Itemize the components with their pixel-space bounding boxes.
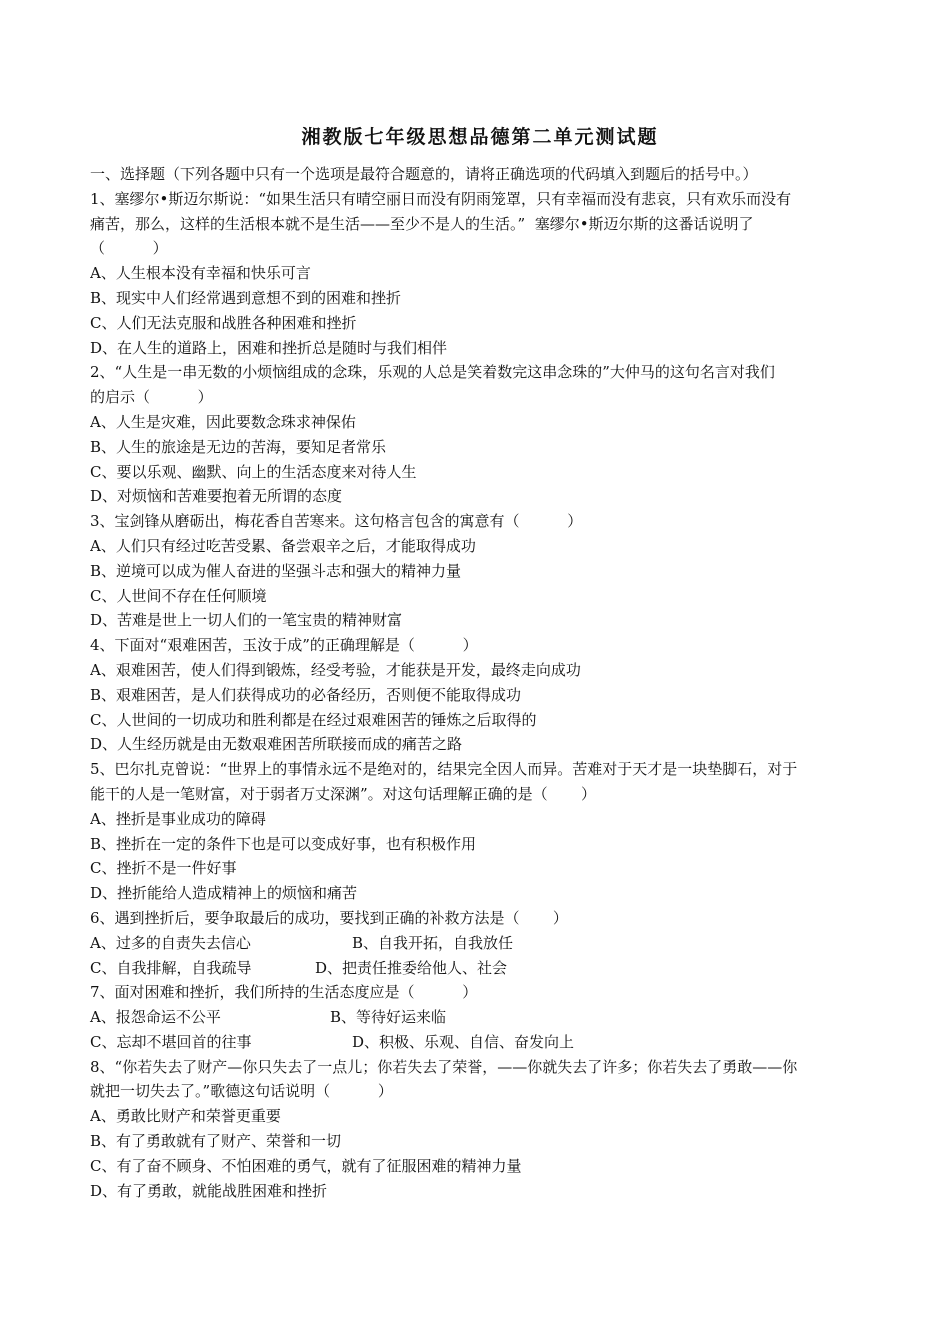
question-5	[90, 757, 870, 906]
question-1	[90, 187, 870, 361]
question-7-options-row-1	[90, 1005, 870, 1030]
question-8-stem-line-1: 8、“你若失去了财产—你只失去了一点儿；你若失去了荣誉，——你就失去了许多；你若失去了勇敢——你	[90, 1057, 798, 1076]
question-8-option-d: D、有了勇敢，就能战胜困难和挫折	[90, 1181, 328, 1200]
question-4-option-d: D、人生经历就是由无数艰难困苦所联接而成的痛苦之路	[90, 735, 463, 754]
question-2-option-d: D、对烦恼和苦难要抱着无所谓的态度	[90, 487, 343, 506]
question-4-option-c: C、人世间的一切成功和胜利都是在经过艰难困苦的锤炼之后取得的	[90, 710, 537, 729]
question-7-option-b: B、等待好运来临	[330, 1008, 447, 1027]
question-3-option-c: C、人世间不存在任何顺境	[90, 586, 267, 605]
question-8-option-b: B、有了勇敢就有了财产、荣誉和一切	[90, 1132, 342, 1151]
question-6-option-a: A、过多的自责失去信心	[90, 933, 251, 952]
question-2-option-a: A、人生是灾难，因此要数念珠求神保佑	[90, 412, 356, 431]
question-4-option-a: A、艰难困苦，使人们得到锻炼，经受考验，才能获是开发，最终走向成功	[90, 660, 581, 679]
question-6-stem-line-1: 6、遇到挫折后，要争取最后的成功，要找到正确的补救方法是（ ）	[90, 908, 568, 927]
question-3-option-d: D、苦难是世上一切人们的一笔宝贵的精神财富	[90, 611, 403, 630]
question-5-option-c: C、挫折不是一件好事	[90, 859, 237, 878]
question-7	[90, 980, 870, 1054]
question-6-options-row-2	[90, 956, 870, 981]
question-2-option-c: C、要以乐观、幽默、向上的生活态度来对待人生	[90, 462, 417, 481]
question-5-stem-line-2: 能干的人是一笔财富，对于弱者万丈深渊”。对这句话理解正确的是（ ）	[90, 784, 597, 803]
question-5-option-a: A、挫折是事业成功的障碍	[90, 809, 266, 828]
question-8-option-c: C、有了奋不顾身、不怕困难的勇气，就有了征服困难的精神力量	[90, 1156, 522, 1175]
question-3	[90, 509, 870, 633]
question-4-option-b: B、艰难困苦，是人们获得成功的必备经历，否则便不能取得成功	[90, 685, 522, 704]
question-6-option-c: C、自我排解，自我疏导	[90, 958, 252, 977]
question-2-stem-line-2: 的启示（ ）	[90, 388, 213, 407]
question-5-stem-line-1: 5、巴尔扎克曾说：“世界上的事情永远不是绝对的，结果完全因人而异。苦难对于天才是一块垫脚石，对于	[90, 760, 798, 779]
question-6-options-row-1	[90, 931, 870, 956]
question-1-stem-line-1: 1、塞缪尔•斯迈尔斯说：“如果生活只有晴空丽日而没有阴雨笼罩，只有幸福而没有悲哀，只有欢乐而没有	[90, 189, 792, 208]
document-page	[90, 124, 870, 1203]
question-4	[90, 633, 870, 757]
question-5-option-b: B、挫折在一定的条件下也是可以变成好事，也有积极作用	[90, 834, 477, 853]
question-4-stem-line-1: 4、下面对“艰难困苦，玉汝于成”的正确理解是（ ）	[90, 636, 478, 655]
question-1-option-b: B、现实中人们经常遇到意想不到的困难和挫折	[90, 288, 402, 307]
question-3-option-a: A、人们只有经过吃苦受累、备尝艰辛之后，才能取得成功	[90, 536, 476, 555]
question-7-option-a: A、报怨命运不公平	[90, 1008, 221, 1027]
question-1-stem-line-3: （ ）	[90, 239, 168, 258]
question-7-options-row-2	[90, 1030, 870, 1055]
question-7-stem-line-1: 7、面对困难和挫折，我们所持的生活态度应是（ ）	[90, 983, 478, 1002]
question-7-option-d: D、积极、乐观、自信、奋发向上	[352, 1032, 575, 1051]
question-1-option-d: D、在人生的道路上，困难和挫折总是随时与我们相伴	[90, 338, 448, 357]
question-3-option-b: B、逆境可以成为催人奋进的坚强斗志和强大的精神力量	[90, 561, 462, 580]
question-2	[90, 360, 870, 509]
page-title: 湘教版七年级思想品德第二单元测试题	[301, 126, 659, 148]
question-1-option-a: A、人生根本没有幸福和快乐可言	[90, 264, 311, 283]
question-3-stem-line-1: 3、宝剑锋从磨砺出，梅花香自苦寒来。这句格言包含的寓意有（ ）	[90, 512, 583, 531]
question-2-stem-line-1: 2、“人生是一串无数的小烦恼组成的念珠，乐观的人总是笑着数完这串念珠的”大仲马的这句名言对我们	[90, 363, 775, 382]
question-6	[90, 906, 870, 980]
question-6-option-b: B、自我开拓，自我放任	[352, 933, 514, 952]
question-1-stem-line-2: 痛苦，那么，这样的生活根本就不是生活——至少不是人的生活。” 塞缪尔•斯迈尔斯的这番话说明了	[90, 214, 754, 233]
question-1-option-c: C、人们无法克服和战胜各种困难和挫折	[90, 313, 357, 332]
question-2-option-b: B、人生的旅途是无边的苦海，要知足者常乐	[90, 437, 387, 456]
section-heading: 一、选择题（下列各题中只有一个选项是最符合题意的，请将正确选项的代码填入到题后的括号中。）	[90, 165, 758, 183]
question-8-option-a: A、勇敢比财产和荣誉更重要	[90, 1107, 281, 1126]
question-8	[90, 1055, 870, 1204]
question-5-option-d: D、挫折能给人造成精神上的烦恼和痛苦	[90, 884, 358, 903]
question-8-stem-line-2: 就把一切失去了。”歌德这句话说明（ ）	[90, 1082, 393, 1101]
question-6-option-d: D、把责任推委给他人、社会	[315, 958, 508, 977]
question-7-option-c: C、忘却不堪回首的往事	[90, 1032, 252, 1051]
